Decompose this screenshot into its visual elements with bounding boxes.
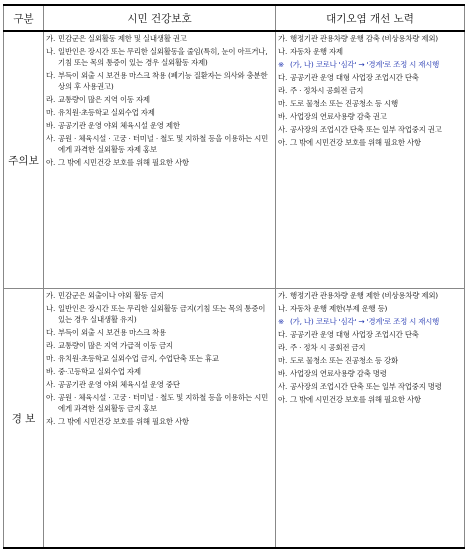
item-text: 부득이 외출 시 보건용 마스크 착용 (폐기능 질환자는 의사와 충분한 상의 후 사용권고) bbox=[58, 71, 268, 91]
list-item bbox=[44, 352, 275, 365]
item-text: 주 · 정차 시 공회전 금지 bbox=[290, 343, 366, 353]
item-text: 그 밖에 시민건강 보호를 위해 필요한 사항 bbox=[58, 158, 189, 167]
list-item bbox=[276, 45, 464, 58]
item-text: 자동차 운행 제한(부제 운행 등) bbox=[290, 304, 388, 314]
item-marker: 라. bbox=[278, 86, 288, 95]
note-item bbox=[276, 58, 464, 71]
item-text: 자동차 운행 자제 bbox=[290, 47, 343, 56]
item-marker: 라. bbox=[46, 341, 56, 351]
list-item bbox=[44, 69, 275, 93]
warning-reduction-cell bbox=[276, 289, 465, 548]
advisory-row bbox=[4, 31, 465, 289]
item-text: 부득이 외출 시 보건용 마스크 착용 bbox=[58, 328, 166, 338]
item-marker: 사. bbox=[278, 382, 288, 392]
item-marker: 마. bbox=[46, 108, 56, 117]
warning-row bbox=[4, 289, 465, 548]
item-marker: 바. bbox=[46, 367, 56, 377]
item-text: 중·고등학교 실외수업 자제 bbox=[58, 367, 141, 377]
header-category: 구분 bbox=[4, 5, 44, 31]
item-marker: ※ bbox=[278, 317, 284, 327]
item-marker: 가. bbox=[278, 34, 288, 43]
item-text: 주 · 정차시 공회전 금지 bbox=[290, 86, 364, 95]
item-marker: 다. bbox=[46, 328, 56, 338]
item-marker: 바. bbox=[278, 112, 288, 121]
list-item bbox=[44, 32, 275, 45]
item-text: 그 밖에 시민건강 보호를 위해 필요한 사항 bbox=[58, 417, 189, 427]
item-marker: 아. bbox=[46, 393, 56, 403]
list-item bbox=[276, 302, 464, 315]
list-item bbox=[44, 93, 275, 106]
item-marker: 다. bbox=[46, 71, 56, 80]
list-item bbox=[44, 119, 275, 132]
list-item bbox=[276, 136, 464, 149]
item-marker: 아. bbox=[46, 158, 56, 167]
header-health: 시민 건강보호 bbox=[44, 5, 276, 31]
advisory-reduction-cell bbox=[276, 31, 465, 289]
list-item bbox=[276, 123, 464, 136]
item-text: 유치원·초등학교 실외수업 금지, 수업단축 또는 휴교 bbox=[58, 354, 219, 364]
item-marker: 아. bbox=[278, 395, 288, 405]
header-reduction: 대기오염 개선 노력 bbox=[276, 5, 465, 31]
list-item bbox=[44, 289, 275, 302]
list-item bbox=[276, 328, 464, 341]
item-marker: 마. bbox=[46, 354, 56, 364]
item-marker: 자. bbox=[46, 417, 56, 427]
list-item bbox=[44, 45, 275, 69]
list-item bbox=[276, 110, 464, 123]
item-text: 그 밖에 시민건강 보호를 위해 필요한 사항 bbox=[290, 138, 421, 147]
item-text: 공원 · 체육시설 · 고궁 · 터미널 · 철도 및 지하철 등을 이용하는 시민에게 과격한 실외활동 금지 홍보 bbox=[58, 393, 269, 414]
list-item bbox=[44, 378, 275, 391]
list-item bbox=[276, 71, 464, 84]
item-marker: 다. bbox=[278, 330, 288, 340]
item-text: 교통량이 많은 지역 가급적 이동 금지 bbox=[58, 341, 173, 351]
item-marker: 나. bbox=[278, 304, 288, 314]
item-text: 공공기관 운영 대형 사업장 조업시간 단축 bbox=[290, 330, 419, 340]
item-marker: 다. bbox=[278, 73, 288, 82]
document bbox=[3, 4, 464, 549]
level-warning: 경 보 bbox=[4, 289, 44, 548]
note-item bbox=[276, 315, 464, 328]
advisory-health-cell bbox=[44, 31, 276, 289]
item-marker: 가. bbox=[278, 291, 288, 301]
level-advisory: 주의보 bbox=[4, 31, 44, 289]
list-item bbox=[44, 132, 275, 156]
item-marker: 마. bbox=[278, 99, 288, 108]
item-marker: 가. bbox=[46, 291, 56, 301]
list-item bbox=[44, 365, 275, 378]
item-text: 사업장의 연료사용량 감축 명령 bbox=[290, 369, 387, 379]
item-marker: 라. bbox=[278, 343, 288, 353]
item-text: 교통량이 많은 지역 이동 자제 bbox=[58, 95, 150, 104]
item-text: 행정기관 관용차량 운행 감축 (비상용차량 제외) bbox=[290, 34, 438, 43]
item-text: 도로 물청소 또는 진공청소 등 강화 bbox=[290, 356, 398, 366]
list-item bbox=[276, 289, 464, 302]
list-item bbox=[276, 354, 464, 367]
list-item bbox=[276, 84, 464, 97]
item-marker: 나. bbox=[46, 304, 56, 314]
item-marker: 사. bbox=[46, 380, 56, 390]
item-marker: 마. bbox=[278, 356, 288, 366]
item-marker: 사. bbox=[278, 125, 288, 134]
item-text: 그 밖에 시민건강 보호를 위해 필요한 사항 bbox=[290, 395, 421, 405]
item-text: 공공기관 운영 야외 체육시설 운영 제한 bbox=[58, 121, 180, 130]
item-text: 공원 · 체육시설 · 고궁 · 터미널 · 철도 및 지하철 등을 이용하는 시민에게 과격한 실외활동 자제 홍보 bbox=[58, 134, 269, 154]
item-marker: 나. bbox=[278, 47, 288, 56]
item-text: 일반인은 장시간 또는 무리한 실외활동을 줄임(특히, 눈이 아프거나, 기침 또는 목의 통증이 있는 경우 실외활동 자제) bbox=[58, 47, 268, 67]
item-text: 민감군은 외출이나 야외 활동 금지 bbox=[58, 291, 164, 301]
item-marker: 아. bbox=[278, 138, 288, 147]
item-marker: 바. bbox=[278, 369, 288, 379]
list-item bbox=[276, 97, 464, 110]
list-item bbox=[44, 326, 275, 339]
list-item bbox=[44, 339, 275, 352]
alert-measures-table bbox=[3, 4, 465, 549]
item-text: (가, 나) 코로나 '심각' → '경계'로 조정 시 재시행 bbox=[290, 60, 440, 69]
item-marker: 가. bbox=[46, 34, 56, 43]
list-item bbox=[276, 367, 464, 380]
item-text: 공공기관 운영 대형 사업장 조업시간 단축 bbox=[290, 73, 419, 82]
item-marker: 사. bbox=[46, 134, 56, 143]
item-text: (가, 나) 코로나 '심각' → '경계'로 조정 시 재시행 bbox=[290, 317, 440, 327]
item-text: 민감군은 실외활동 제한 및 실내생활 권고 bbox=[58, 34, 187, 43]
list-item bbox=[44, 391, 275, 415]
item-text: 도로 물청소 또는 진공청소 등 시행 bbox=[290, 99, 398, 108]
list-item bbox=[276, 32, 464, 45]
item-marker: 라. bbox=[46, 95, 56, 104]
list-item bbox=[276, 341, 464, 354]
item-marker: 바. bbox=[46, 121, 56, 130]
list-item bbox=[44, 106, 275, 119]
item-text: 유치원·초등학교 실외수업 자제 bbox=[58, 108, 155, 117]
item-text: 행정기관 관용차량 운행 제한 (비상용차량 제외) bbox=[290, 291, 438, 301]
item-marker: ※ bbox=[278, 60, 284, 69]
list-item bbox=[276, 393, 464, 406]
item-text: 사업장의 연료사용량 감축 권고 bbox=[290, 112, 387, 121]
list-item bbox=[276, 380, 464, 393]
item-text: 공사장의 조업시간 단축 또는 일부 작업중지 명령 bbox=[290, 382, 442, 392]
list-item bbox=[44, 415, 275, 428]
list-item bbox=[44, 302, 275, 326]
item-marker: 나. bbox=[46, 47, 56, 56]
list-item bbox=[44, 156, 275, 169]
item-text: 일반인은 장시간 또는 무리한 실외활동 금지(기침 또는 목의 통증이 있는 경우 실내생활 유지) bbox=[58, 304, 266, 325]
item-text: 공공기관 운영 야외 체육시설 운영 중단 bbox=[58, 380, 180, 390]
header-row bbox=[4, 5, 465, 31]
item-text: 공사장의 조업시간 단축 또는 일부 작업중지 권고 bbox=[290, 125, 442, 134]
warning-health-cell bbox=[44, 289, 276, 548]
